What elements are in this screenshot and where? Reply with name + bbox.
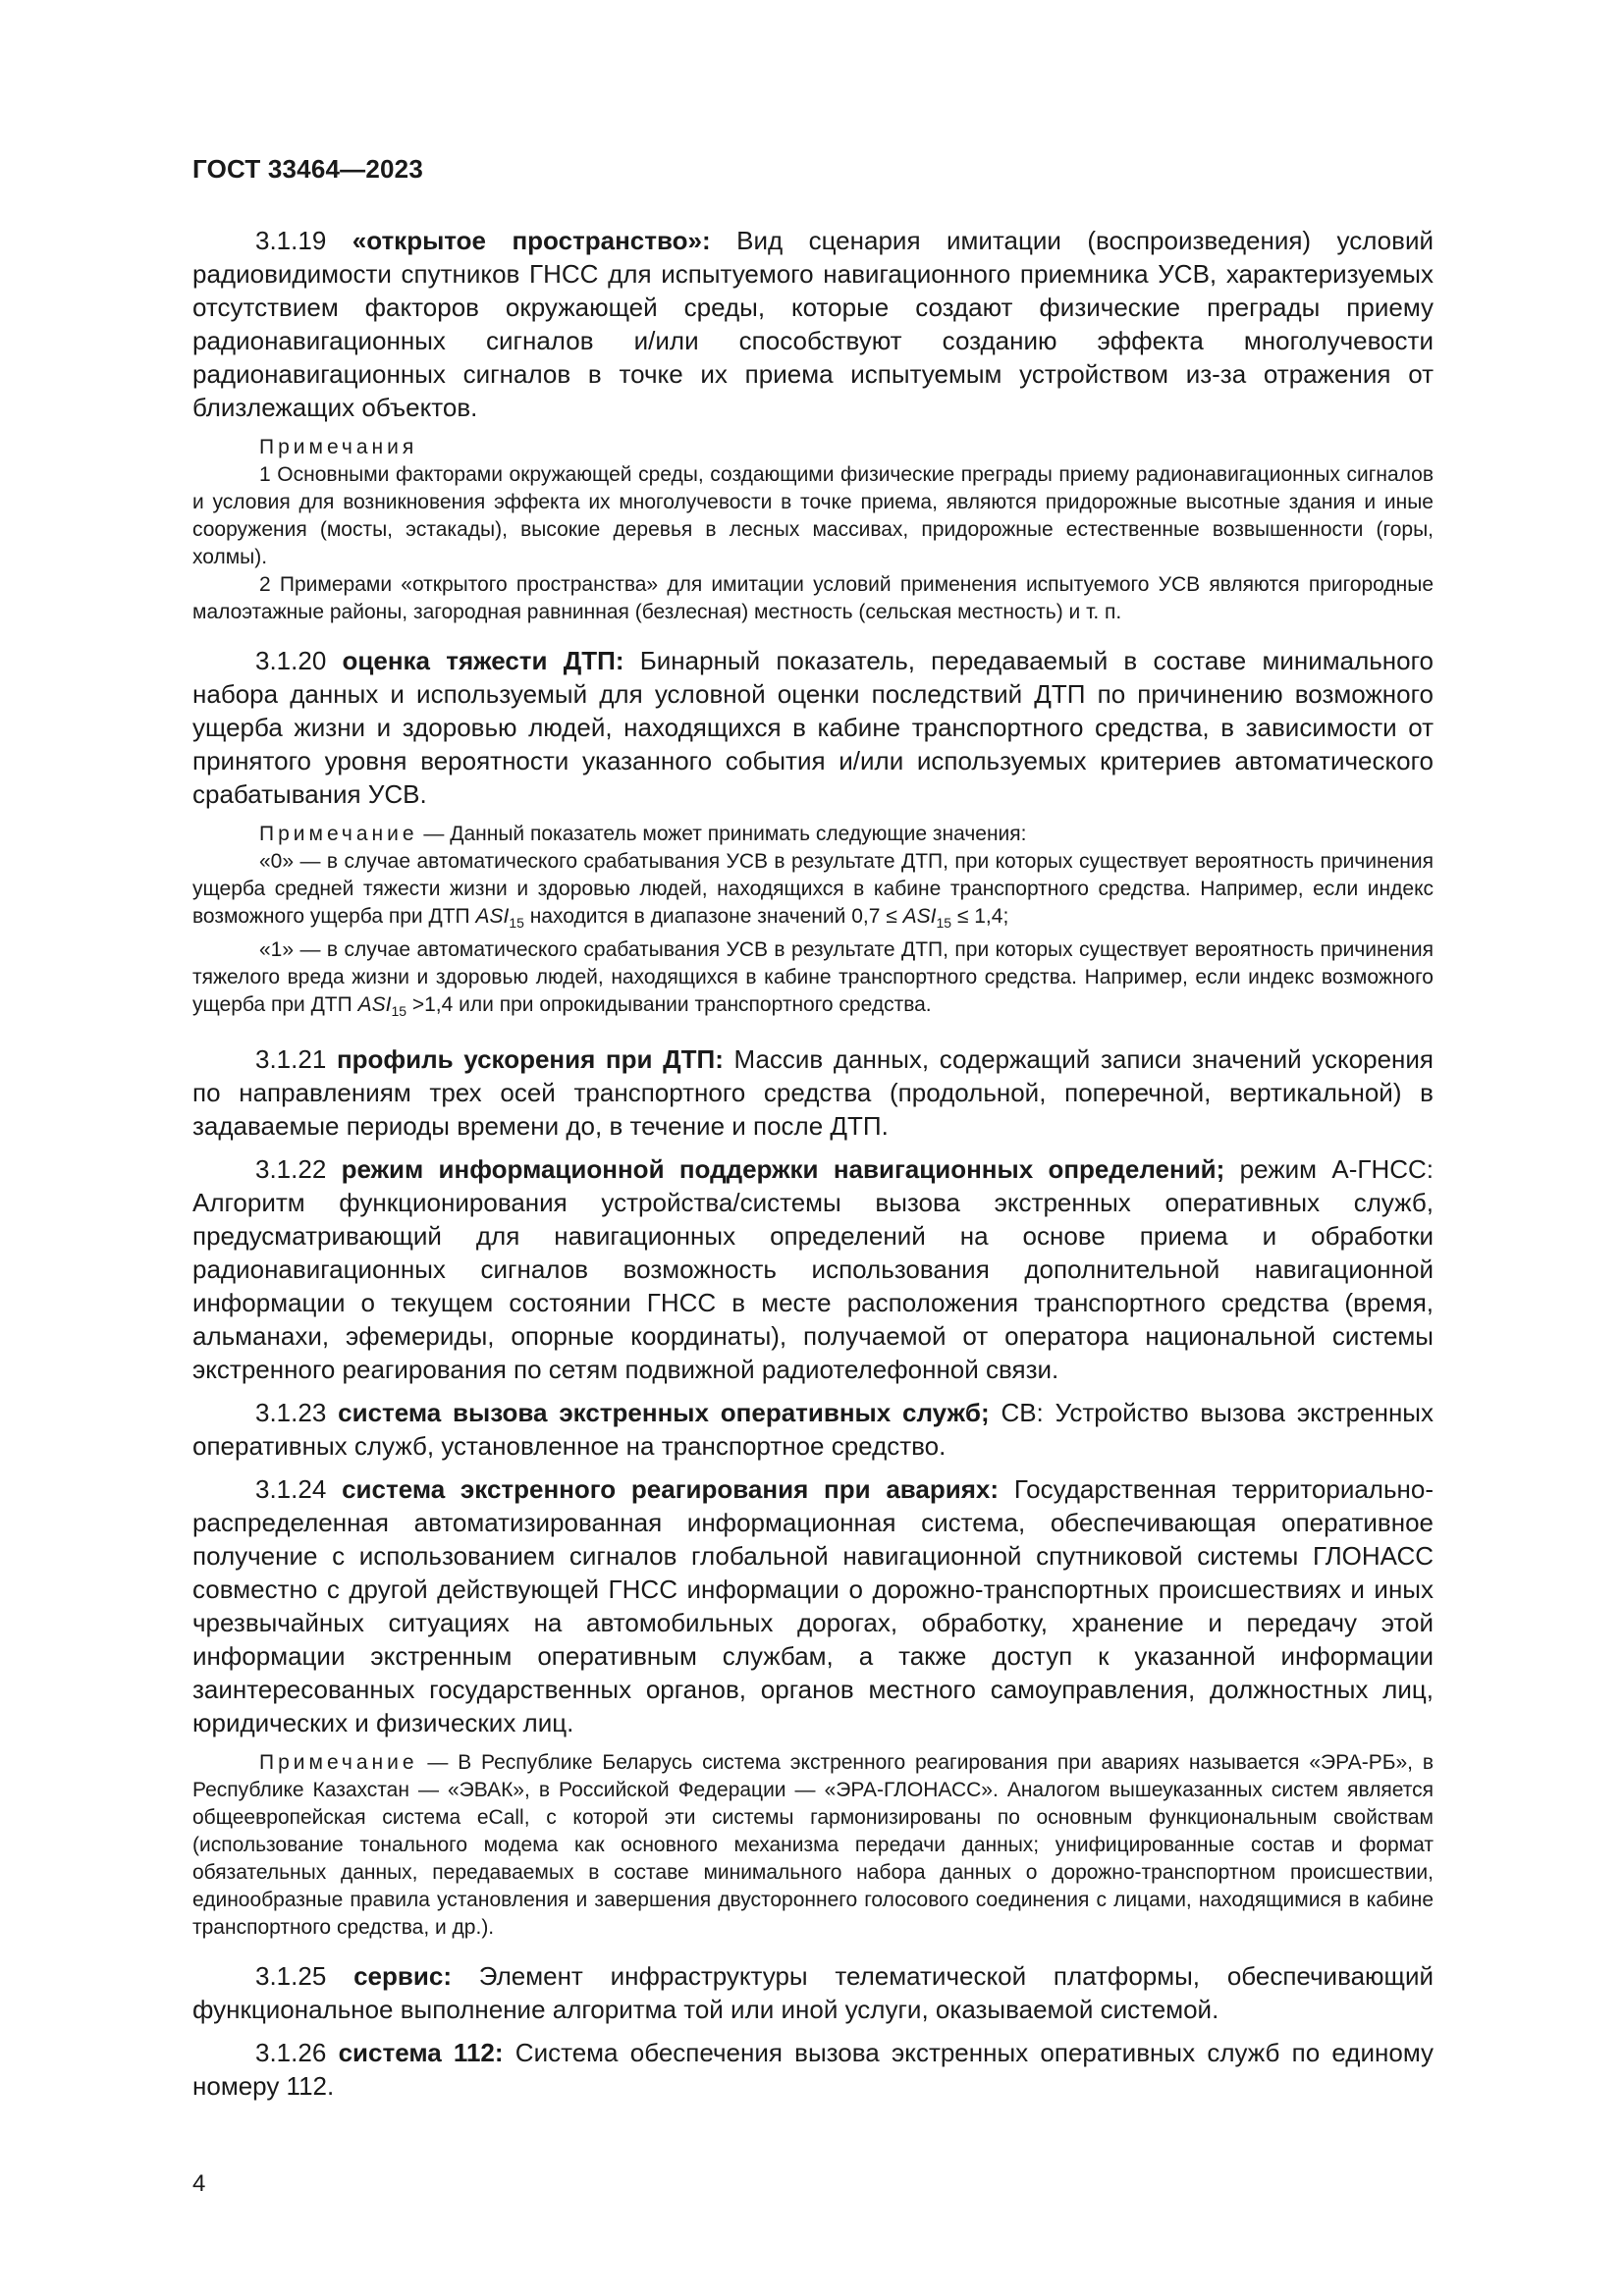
- clause-number: 3.1.25: [255, 1961, 327, 1991]
- clause-3-1-19: [192, 224, 1434, 424]
- clause-3-1-24: [192, 1472, 1434, 1739]
- document-body: [192, 224, 1434, 2112]
- clause-number: 3.1.24: [255, 1474, 327, 1504]
- clause-term: сервис:: [353, 1961, 452, 1991]
- note-text: — Данный показатель может принимать следующие значения:: [423, 823, 1027, 845]
- note-text: — В Республике Беларусь система экстренного реагирования при авариях называется «ЭРА-РБ», в Республике Казахстан — «ЭВАК», в Российской Федерации — «ЭРА-ГЛОНАСС». Аналогом вышеуказанных систем является общеевропейская система eCall, с которой эти системы гармонизированы по основным функциональным свойствам (использование тонального модема как основного механизма передачи данных; унифицированные состав и формат обязательных данных, передаваемых в составе минимального набора данных о дорожно-транспортном происшествии, единообразные правила установления и завершения двустороннего голосового соединения с лицами, находящимися в кабине транспортного средства, и др.).: [192, 1751, 1434, 1939]
- clause-text: Вид сценария имитации (воспроизведения) условий радиовидимости спутников ГНСС для испытуемого навигационного приемника УСВ, характеризуемых отсутствием факторов окружающей среды, которые создают физические преграды приему радионавигационных сигналов и/или способствуют созданию эффекта многолучевости радионавигационных сигналов в точке их приема испытуемым устройством из-за отражения от близлежащих объектов.: [192, 226, 1435, 422]
- clause-number: 3.1.26: [255, 2038, 327, 2067]
- clause-number: 3.1.20: [255, 646, 327, 675]
- clause-term: оценка тяжести ДТП:: [342, 646, 624, 675]
- note-value-1: «1» — в случае автоматического срабатывания УСВ в результате ДТП, при которых существует вероятность причинения тяжелого вреда жизни и здоровью людей, находящихся в кабине транспортного средства. Например, если индекс возможного ущерба при ДТП $ASI_{15} >1,4$ или при опрокидывании транспортного средства.: [192, 938, 1434, 1019]
- clause-text: режим А-ГНСС: Алгоритм функционирования устройства/системы вызова экстренных оперативных служб, предусматривающий для навигационных определений на основе приема и обработки радионавигационных сигналов возможность использования дополнительной навигационной информации о текущем состоянии ГНСС в месте расположения транспортного средства (время, альманахи, эфемериды, опорные координаты), получаемой от оператора национальной системы экстренного реагирования по сетям подвижной радиотелефонной связи.: [192, 1154, 1434, 1384]
- document-header: ГОСТ 33464—2023: [192, 154, 423, 184]
- clause-number: 3.1.21: [255, 1044, 327, 1074]
- clause-text: Государственная территориально-распределенная автоматизированная информационная система, обеспечивающая оперативное получение с использованием сигналов глобальной навигационной спутниковой системы ГЛОНАСС совместно с другой действующей ГНСС информации о дорожно-транспортных происшествиях и иных чрезвычайных ситуациях на автомобильных дорогах, обработку, хранение и передачу этой информации экстренным оперативным службам, а также доступ к указанной информации заинтересованных государственных органов, органов местного самоуправления, должностных лиц, юридических и физических лиц.: [192, 1474, 1434, 1737]
- clause-text: Система обеспечения вызова экстренных оперативных служб по единому номеру 112.: [192, 2038, 1434, 2101]
- clause-3-1-19-notes: [192, 434, 1434, 626]
- clause-text: СВ: Устройство вызова экстренных оперативных служб, установленное на транспортное средство.: [192, 1398, 1434, 1461]
- clause-number: 3.1.23: [255, 1398, 327, 1427]
- clause-number: 3.1.22: [255, 1154, 327, 1184]
- clause-number: 3.1.19: [255, 226, 327, 255]
- note-label: Примечание: [259, 823, 418, 845]
- note-label: Примечание: [259, 1751, 418, 1774]
- clause-term: система экстренного реагирования при авариях:: [342, 1474, 1000, 1504]
- clause-3-1-24-note: [192, 1749, 1434, 1942]
- clause-3-1-21: [192, 1042, 1434, 1143]
- clause-term: система вызова экстренных оперативных служб;: [338, 1398, 990, 1427]
- note-paragraph: [192, 1749, 1434, 1942]
- clause-3-1-22: [192, 1152, 1434, 1386]
- clause-term: профиль ускорения при ДТП:: [336, 1044, 724, 1074]
- page-number: 4: [192, 2170, 206, 2197]
- notes-title: Примечания: [259, 436, 418, 458]
- clause-text: Массив данных, содержащий записи значений ускорения по направлениям трех осей транспортного средства (продольной, поперечной, вертикальной) в задаваемые периоды времени до, в течение и после ДТП.: [192, 1044, 1434, 1141]
- clause-3-1-20: [192, 644, 1434, 811]
- clause-text: Элемент инфраструктуры телематической платформы, обеспечивающий функциональное выполнение алгоритма той или иной услуги, оказываемой системой.: [192, 1961, 1434, 2024]
- clause-3-1-26: [192, 2036, 1434, 2103]
- clause-text: Бинарный показатель, передаваемый в составе минимального набора данных и используемый для условной оценки последствий ДТП по причинению возможного ущерба жизни и здоровью людей, находящихся в кабине транспортного средства, в зависимости от принятого уровня вероятности указанного события и/или используемых критериев автоматического срабатывания УСВ.: [192, 646, 1434, 809]
- note-value-0: «0» — в случае автоматического срабатывания УСВ в результате ДТП, при которых существует вероятность причинения ущерба средней тяжести жизни и здоровью людей, находящихся в кабине транспортного средства. Например, если индекс возможного ущерба при ДТП $ASI_{15}$ находится в диапазоне значений $0,7 \le ASI_{15} \le 1,4$;: [192, 850, 1434, 931]
- note-2: 2 Примерами «открытого пространства» для имитации условий применения испытуемого УСВ являются пригородные малоэтажные районы, загородная равнинная (безлесная) местность (сельская местность) и т. п.: [192, 573, 1434, 623]
- note-line: [192, 821, 1434, 848]
- clause-term: режим информационной поддержки навигационных определений;: [341, 1154, 1225, 1184]
- clause-3-1-23: [192, 1396, 1434, 1463]
- clause-term: «открытое пространство»:: [352, 226, 711, 255]
- clause-3-1-25: [192, 1959, 1434, 2026]
- clause-3-1-20-note: [192, 821, 1434, 1025]
- note-1: 1 Основными факторами окружающей среды, создающими физические преграды приему радионавигационных сигналов и условия для возникновения эффекта их многолучевости в точке приема, являются придорожные высотные здания и иные сооружения (мосты, эстакады), высокие деревья в лесных массивах, придорожные естественные возвышенности (горы, холмы).: [192, 463, 1434, 568]
- clause-term: система 112:: [338, 2038, 504, 2067]
